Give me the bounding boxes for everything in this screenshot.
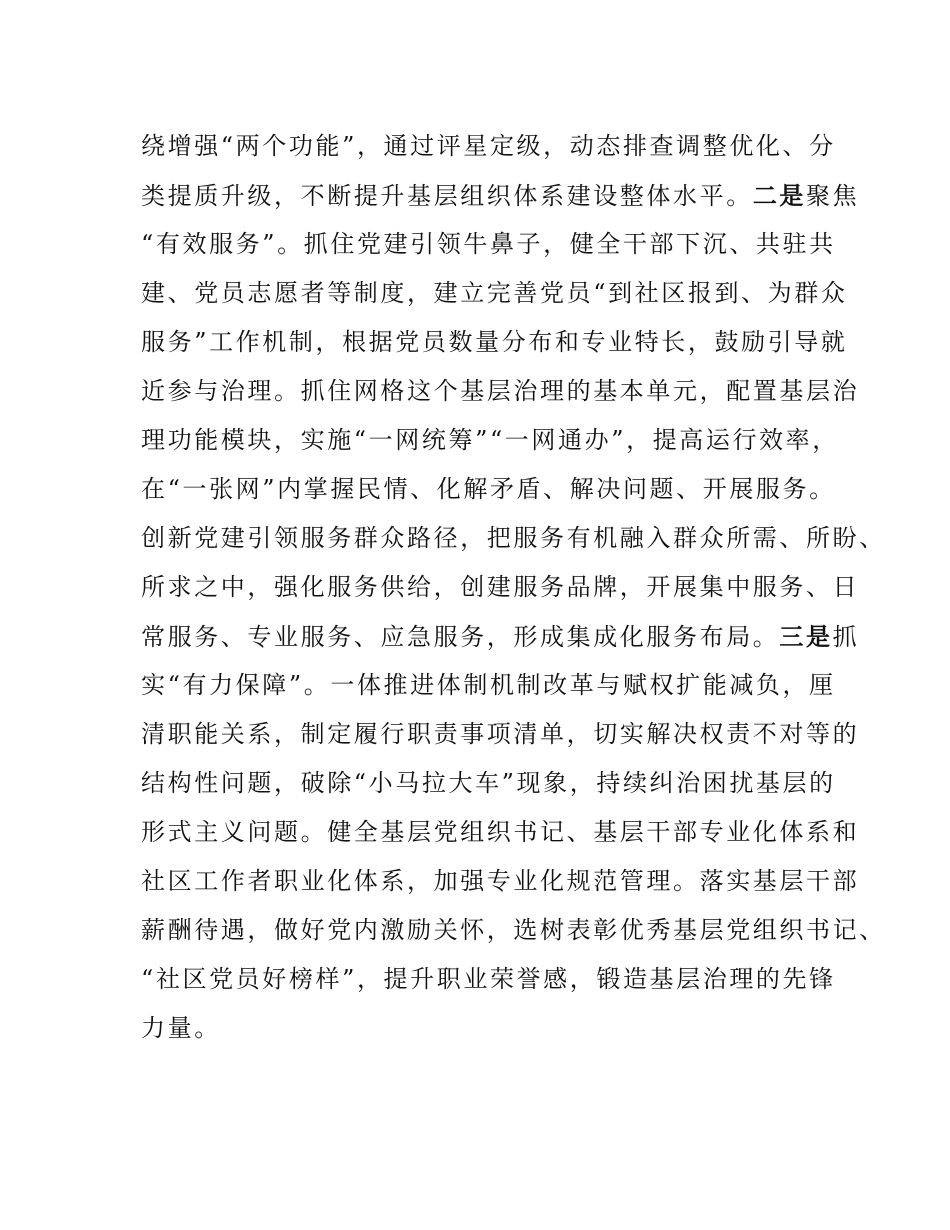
emphasis-ordinal: 三是 [779, 622, 833, 651]
text-line-8: 在“一张网”内掌握民情、化解矛盾、解决问题、开展服务。 [141, 475, 836, 503]
text-line-19: 力量。 [141, 1014, 221, 1042]
text-line-6: 近参与治理。抓住网格这个基层治理的基本单元，配置基层治 [141, 377, 860, 405]
text-line-16: 社区工作者职业化体系，加强专业化规范管理。落实基层干部 [141, 867, 860, 895]
text-line-12: 实“有力保障”。一体推进体制机制改革与赋权扩能减负，厘 [141, 671, 836, 699]
body-paragraph [141, 122, 886, 1053]
text-line-11: 常服务、专业服务、应急服务，形成集成化服务布局。三是抓 [141, 622, 860, 651]
text-line-15: 形式主义问题。健全基层党组织书记、基层干部专业化体系和 [141, 818, 860, 846]
text-line-5: 服务”工作机制，根据党员数量分布和专业特长，鼓励引导就 [141, 328, 848, 356]
text-line-9: 创新党建引领服务群众路径，把服务有机融入群众所需、所盼、 [141, 524, 886, 552]
text-line-14: 结构性问题，破除“小马拉大车”现象，持续纠治困扰基层的 [141, 769, 836, 797]
text-line-2: 类提质升级，不断提升基层组织体系建设整体水平。二是聚焦 [141, 181, 860, 210]
text-line-7: 理功能模块，实施“一网统筹”“一网通办”，提高运行效率， [141, 426, 839, 454]
text-line-4: 建、党员志愿者等制度，建立完善党员“到社区报到、为群众 [141, 279, 848, 307]
text-line-13: 清职能关系，制定履行职责事项清单，切实解决权责不对等的 [141, 720, 860, 748]
text-line-1: 绕增强“两个功能”，通过评星定级，动态排查调整优化、分 [141, 132, 836, 160]
text-line-18: “社区党员好榜样”，提升职业荣誉感，锻造基层治理的先锋 [141, 965, 836, 993]
text-line-17: 薪酬待遇，做好党内激励关怀，选树表彰优秀基层党组织书记、 [141, 916, 886, 944]
text-line-3: “有效服务”。抓住党建引领牛鼻子，健全干部下沉、共驻共 [141, 230, 836, 258]
emphasis-ordinal: 二是 [752, 181, 807, 210]
text-line-10: 所求之中，强化服务供给，创建服务品牌，开展集中服务、日 [141, 573, 860, 601]
